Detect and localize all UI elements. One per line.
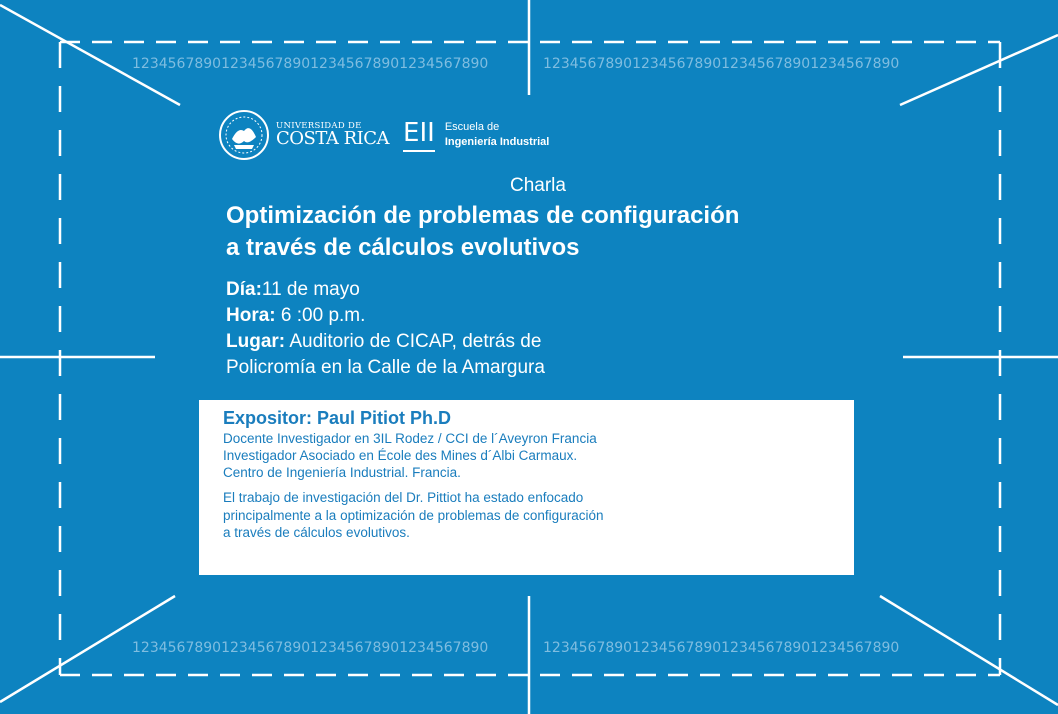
ruler-numbers-bottom-right: 1234567890123456789012345678901234567890 [543, 640, 900, 656]
speaker-bio-line-2: Investigador Asociado en École des Mines d´Albi Carmaux. [223, 448, 578, 463]
speaker-paragraph-line-1: El trabajo de investigación del Dr. Pittiot ha estado enfocado [223, 490, 584, 505]
event-title-line-2: a través de cálculos evolutivos [226, 234, 580, 261]
ruler-numbers-bottom-left: 1234567890123456789012345678901234567890 [132, 640, 489, 656]
detail-lugar-line-2: Policromía en la Calle de la Amargura [226, 357, 545, 378]
diagonal-tl [0, 5, 180, 105]
eii-wordmark [445, 120, 550, 150]
event-title [226, 200, 739, 264]
eii-mark: EII [403, 118, 435, 152]
speaker-paragraph-line-3: a través de cálculos evolutivos. [223, 525, 410, 540]
ucr-wordmark [276, 122, 389, 149]
speaker-paragraph [223, 489, 830, 542]
detail-dia [226, 277, 545, 303]
detail-lugar [226, 329, 545, 355]
diagonal-tr [900, 35, 1058, 105]
event-details [226, 277, 545, 381]
eii-line-1: Escuela de [444, 121, 500, 134]
event-kind: Charla [510, 175, 566, 196]
ucr-seal-logo [218, 109, 270, 161]
hora-label: Hora: [226, 305, 276, 326]
speaker-bio-line-1: Docente Investigador en 3IL Rodez / CCI de l´Aveyron Francia [223, 431, 597, 446]
speaker-paragraph-line-2: principalmente a la optimización de problemas de configuración [223, 507, 604, 523]
lugar-label: Lugar: [226, 331, 286, 352]
speaker-card [199, 400, 854, 575]
ucr-bottom-text: COSTA RICA [276, 128, 390, 150]
detail-hora [226, 303, 545, 329]
diagonal-br [880, 596, 1058, 705]
dia-label: Día: [226, 279, 262, 300]
lugar-value: Auditorio de CICAP, detrás de [285, 331, 542, 352]
eii-line-2: Ingeniería Industrial [444, 136, 550, 148]
ruler-numbers-top-left: 1234567890123456789012345678901234567890 [132, 56, 489, 72]
speaker-heading: Expositor: Paul Pitiot Ph.D [223, 408, 452, 428]
ruler-numbers-top-right: 1234567890123456789012345678901234567890 [543, 56, 900, 72]
event-title-line-1: Optimización de problemas de configuración [226, 202, 740, 229]
hora-value: 6 :00 p.m. [275, 305, 366, 326]
logos [218, 106, 549, 164]
dia-value: 11 de mayo [261, 279, 360, 300]
speaker-bio [223, 430, 830, 481]
ucr-top-text: UNIVERSIDAD DE [276, 120, 362, 131]
speaker-bio-line-3: Centro de Ingeniería Industrial. Francia. [223, 465, 461, 480]
